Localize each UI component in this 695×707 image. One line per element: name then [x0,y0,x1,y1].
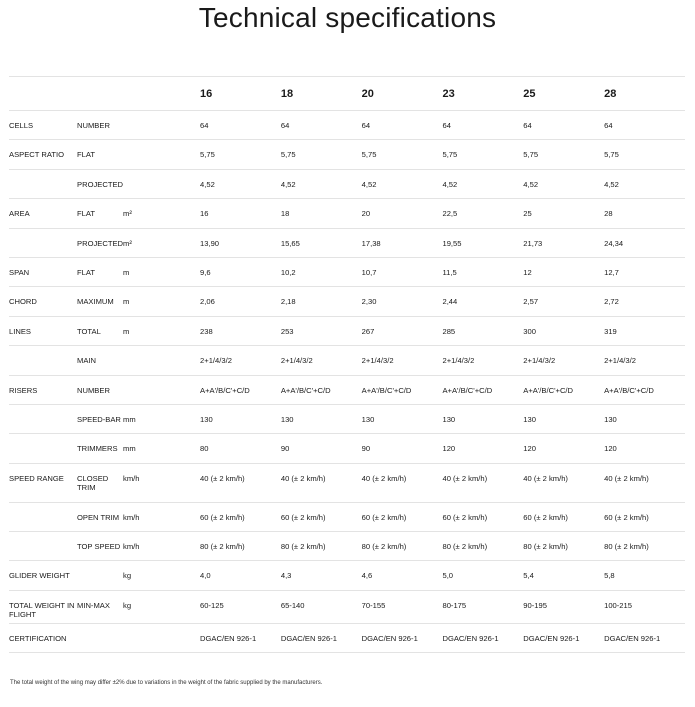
row-unit [123,169,200,198]
value-cell: 22,5 [442,199,523,228]
value-cell: 40 (± 2 km/h) [442,463,523,502]
value-cell: 70-155 [362,590,443,623]
table-row [9,375,685,404]
row-parameter: FLAT [77,199,123,228]
table-row [9,532,685,561]
row-parameter: NUMBER [77,111,123,140]
value-cell: 120 [523,434,604,463]
value-cell: 40 (± 2 km/h) [604,463,685,502]
row-category: CERTIFICATION [9,623,77,652]
row-unit: m [123,287,200,316]
value-cell: 5,75 [200,140,281,169]
row-unit [123,375,200,404]
row-category [9,169,77,198]
value-cell: 5,75 [281,140,362,169]
value-cell: DGAC/EN 926-1 [200,623,281,652]
value-cell: 10,2 [281,257,362,286]
value-cell: 60 (± 2 km/h) [362,502,443,531]
value-cell: 90 [362,434,443,463]
value-cell: A+A'/B/C'+C/D [604,375,685,404]
value-cell: 2+1/4/3/2 [604,346,685,375]
value-cell: 60 (± 2 km/h) [281,502,362,531]
value-cell: 130 [604,404,685,433]
value-cell: 20 [362,199,443,228]
table-row [9,502,685,531]
value-cell: A+A'/B/C'+C/D [362,375,443,404]
table-row [9,111,685,140]
table-row [9,434,685,463]
value-cell: 16 [200,199,281,228]
value-cell: 4,52 [200,169,281,198]
value-cell: 5,75 [604,140,685,169]
row-category: TOTAL WEIGHT IN FLIGHT [9,590,77,623]
row-parameter: MIN-MAX [77,590,123,623]
value-cell: 5,75 [523,140,604,169]
value-cell: 285 [442,316,523,345]
row-parameter: FLAT [77,257,123,286]
header-blank [123,77,200,111]
row-category [9,532,77,561]
value-cell: 80 (± 2 km/h) [362,532,443,561]
value-cell: 80 (± 2 km/h) [523,532,604,561]
value-cell: 130 [523,404,604,433]
value-cell: 40 (± 2 km/h) [362,463,443,502]
table-row [9,561,685,590]
value-cell: 64 [281,111,362,140]
table-row [9,590,685,623]
row-parameter [77,561,123,590]
value-cell: 12,7 [604,257,685,286]
row-category [9,404,77,433]
value-cell: 130 [281,404,362,433]
value-cell: 28 [604,199,685,228]
table-row [9,463,685,502]
value-cell: 13,90 [200,228,281,257]
value-cell: 40 (± 2 km/h) [281,463,362,502]
row-category [9,502,77,531]
row-unit: m [123,257,200,286]
table-row [9,228,685,257]
row-category: SPEED RANGE [9,463,77,502]
size-header: 16 [200,77,281,111]
header-blank [9,77,77,111]
value-cell: 90 [281,434,362,463]
row-category: AREA [9,199,77,228]
value-cell: 2+1/4/3/2 [442,346,523,375]
value-cell: 64 [523,111,604,140]
value-cell: 65-140 [281,590,362,623]
value-cell: 2,57 [523,287,604,316]
value-cell: 80-175 [442,590,523,623]
row-category: RISERS [9,375,77,404]
row-parameter: TRIMMERS [77,434,123,463]
value-cell: DGAC/EN 926-1 [442,623,523,652]
row-unit [123,140,200,169]
value-cell: 2+1/4/3/2 [523,346,604,375]
row-category: LINES [9,316,77,345]
value-cell: 60 (± 2 km/h) [200,502,281,531]
value-cell: 4,52 [362,169,443,198]
value-cell: 2,06 [200,287,281,316]
value-cell: 2,72 [604,287,685,316]
value-cell: 80 (± 2 km/h) [442,532,523,561]
value-cell: 64 [200,111,281,140]
row-parameter: SPEED-BAR [77,404,123,433]
value-cell: 5,8 [604,561,685,590]
value-cell: 19,55 [442,228,523,257]
footnote: The total weight of the wing may differ ±2% due to variations in the weight of the fabric supplied by the manufacturers. [10,680,323,686]
value-cell: 130 [362,404,443,433]
table-row [9,169,685,198]
value-cell: 60-125 [200,590,281,623]
value-cell: 100-215 [604,590,685,623]
value-cell: 267 [362,316,443,345]
page-title: Technical specifications [198,2,497,33]
value-cell: 25 [523,199,604,228]
value-cell: 17,38 [362,228,443,257]
table-row [9,257,685,286]
row-parameter: CLOSED TRIM [77,463,123,502]
table-row [9,623,685,652]
value-cell: 5,4 [523,561,604,590]
value-cell: 4,0 [200,561,281,590]
value-cell: 10,7 [362,257,443,286]
row-parameter: FLAT [77,140,123,169]
value-cell: 60 (± 2 km/h) [604,502,685,531]
value-cell: 4,3 [281,561,362,590]
row-unit: kg [123,561,200,590]
value-cell: 4,52 [442,169,523,198]
table-header-row [9,77,685,111]
value-cell: 253 [281,316,362,345]
table-row [9,287,685,316]
row-category [9,346,77,375]
value-cell: 130 [442,404,523,433]
value-cell: 4,52 [604,169,685,198]
value-cell: 80 (± 2 km/h) [604,532,685,561]
table-row [9,199,685,228]
value-cell: 5,75 [362,140,443,169]
size-header: 28 [604,77,685,111]
row-unit: m [123,316,200,345]
row-category: CELLS [9,111,77,140]
value-cell: A+A'/B/C'+C/D [442,375,523,404]
value-cell: 11,5 [442,257,523,286]
row-category: GLIDER WEIGHT [9,561,77,590]
size-header: 18 [281,77,362,111]
row-parameter: PROJECTED [77,228,123,257]
value-cell: 21,73 [523,228,604,257]
value-cell: 4,6 [362,561,443,590]
value-cell: 120 [604,434,685,463]
row-unit: km/h [123,463,200,502]
value-cell: 80 (± 2 km/h) [281,532,362,561]
value-cell: 18 [281,199,362,228]
value-cell: 15,65 [281,228,362,257]
table-row [9,316,685,345]
row-unit: km/h [123,532,200,561]
value-cell: A+A'/B/C'+C/D [523,375,604,404]
value-cell: A+A'/B/C'+C/D [281,375,362,404]
row-parameter: TOTAL [77,316,123,345]
value-cell: 80 [200,434,281,463]
value-cell: 2+1/4/3/2 [362,346,443,375]
value-cell: DGAC/EN 926-1 [604,623,685,652]
row-category: ASPECT RATIO [9,140,77,169]
value-cell: 319 [604,316,685,345]
value-cell: 40 (± 2 km/h) [200,463,281,502]
table-row [9,140,685,169]
row-parameter: MAXIMUM [77,287,123,316]
size-header: 25 [523,77,604,111]
value-cell: 300 [523,316,604,345]
value-cell: 238 [200,316,281,345]
value-cell: DGAC/EN 926-1 [362,623,443,652]
value-cell: 130 [200,404,281,433]
value-cell: 64 [604,111,685,140]
value-cell: 12 [523,257,604,286]
value-cell: DGAC/EN 926-1 [281,623,362,652]
value-cell: 64 [442,111,523,140]
value-cell: 4,52 [523,169,604,198]
size-header: 20 [362,77,443,111]
row-unit: m² [123,199,200,228]
value-cell: 64 [362,111,443,140]
row-parameter: TOP SPEED [77,532,123,561]
row-unit: mm [123,404,200,433]
value-cell: 80 (± 2 km/h) [200,532,281,561]
value-cell: 4,52 [281,169,362,198]
value-cell: 40 (± 2 km/h) [523,463,604,502]
row-unit: kg [123,590,200,623]
row-category [9,228,77,257]
table-row [9,404,685,433]
header-blank [77,77,123,111]
row-unit [123,623,200,652]
value-cell: 60 (± 2 km/h) [523,502,604,531]
row-parameter: PROJECTED [77,169,123,198]
row-unit: m² [123,228,200,257]
value-cell: 120 [442,434,523,463]
value-cell: 2+1/4/3/2 [200,346,281,375]
row-category [9,434,77,463]
row-category: CHORD [9,287,77,316]
row-unit: km/h [123,502,200,531]
row-unit [123,111,200,140]
row-parameter: NUMBER [77,375,123,404]
value-cell: 60 (± 2 km/h) [442,502,523,531]
value-cell: 2,30 [362,287,443,316]
value-cell: 2+1/4/3/2 [281,346,362,375]
value-cell: 9,6 [200,257,281,286]
value-cell: DGAC/EN 926-1 [523,623,604,652]
row-category: SPAN [9,257,77,286]
row-unit: mm [123,434,200,463]
table-row [9,346,685,375]
value-cell: A+A'/B/C'+C/D [200,375,281,404]
size-header: 23 [442,77,523,111]
value-cell: 5,75 [442,140,523,169]
row-unit [123,346,200,375]
value-cell: 5,0 [442,561,523,590]
specifications-table [9,76,685,653]
row-parameter [77,623,123,652]
value-cell: 90-195 [523,590,604,623]
value-cell: 2,18 [281,287,362,316]
value-cell: 24,34 [604,228,685,257]
row-parameter: MAIN [77,346,123,375]
value-cell: 2,44 [442,287,523,316]
row-parameter: OPEN TRIM [77,502,123,531]
